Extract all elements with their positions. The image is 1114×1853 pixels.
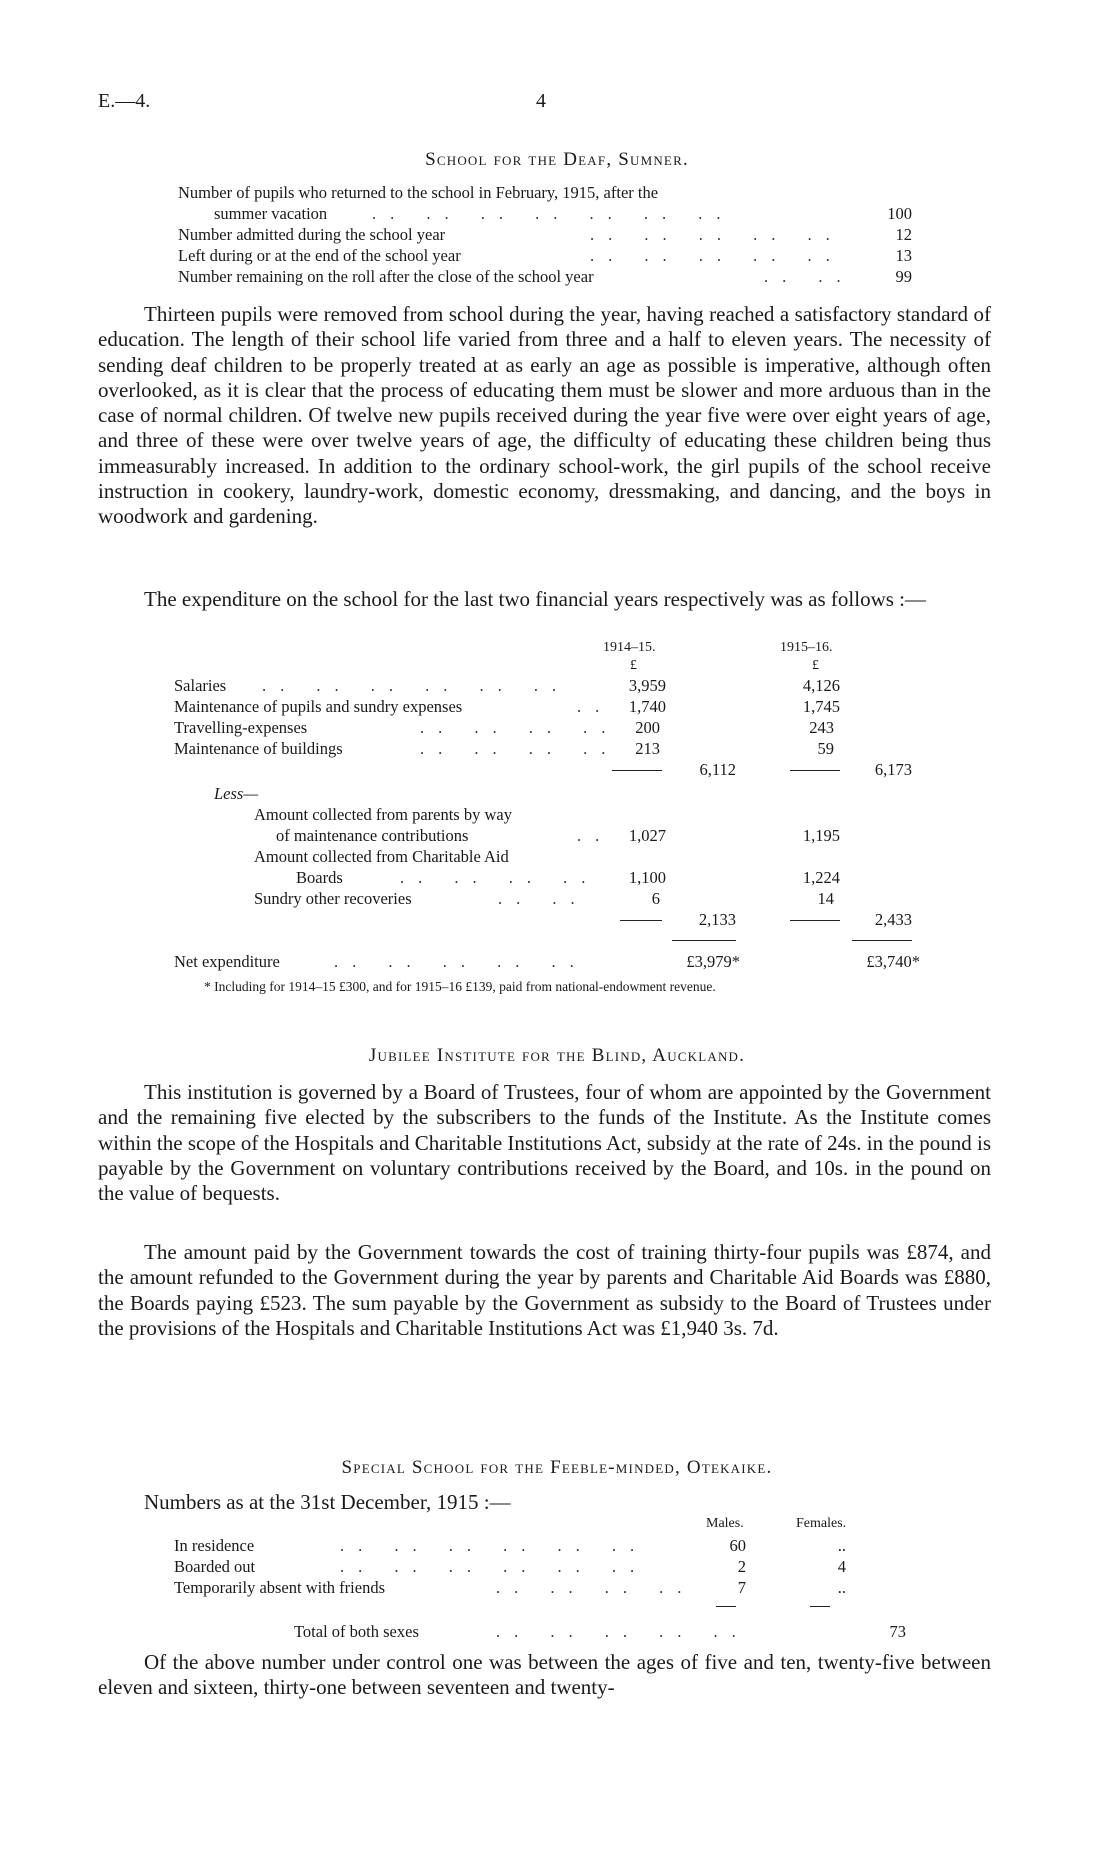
maintenance-1914: 1,740 [628, 697, 666, 716]
rule [672, 940, 736, 941]
rule [612, 770, 662, 771]
page-number: 4 [536, 90, 546, 112]
parents-1914: 1,027 [628, 826, 666, 845]
travelling-label: Travelling-expenses [174, 718, 308, 737]
boarded-out-males: 2 [737, 1557, 746, 1576]
leader-dots: .. .. .. .. [400, 868, 600, 887]
deaf-stat-1-label-line-1: Number of pupils who returned to the school in February, 1915, after the [178, 183, 659, 202]
in-residence-males: 60 [729, 1536, 746, 1555]
leader-dots: .. [577, 826, 614, 845]
net-expenditure-1915: £3,740* [866, 952, 920, 971]
sundry-1915: 14 [817, 889, 834, 908]
rule [716, 1606, 736, 1607]
report-reference: E.—4. [98, 90, 151, 112]
blind-paragraph-1 [98, 1080, 991, 1206]
blind-paragraph-2 [98, 1240, 991, 1341]
deaf-stat-1-label-line-2: summer vacation [214, 204, 328, 223]
leader-dots: .. .. .. .. [496, 1578, 696, 1597]
temporarily-absent-males: 7 [737, 1578, 746, 1597]
leader-dots: .. .. .. .. .. [334, 952, 588, 971]
buildings-label: Maintenance of buildings [174, 739, 343, 758]
deaf-paragraph-1-text: Thirteen pupils were removed from school during the year, having reached a satisfactory standard of education. The length of their school life varied from three and a half to eleven years. The necessity of sending deaf children to be properly treated at as early an age as possible is imperative, although often overlooked, as it is clear that the process of educating them must be slower and more arduous than in the case of normal children. Of twelve new pupils received during the year five were over eight years of age, and three of these were over twelve years of age, the difficulty of educating these children being thus immeasurably increased. In addition to the ordinary school-work, the girl pupils of the school receive instruction in cookery, laundry-work, domestic economy, dressmaking, and dancing, and the boys in woodwork and gardening. [98, 302, 991, 529]
less-heading: Less— [214, 784, 259, 803]
leader-dots: .. .. .. .. .. .. [340, 1557, 649, 1576]
leader-dots: .. .. .. .. [420, 739, 620, 758]
leader-dots: .. .. .. .. [420, 718, 620, 737]
salaries-label: Salaries [174, 676, 227, 695]
table-col-1914-header: 1914–15. [603, 640, 656, 655]
deaf-paragraph-1 [98, 302, 991, 530]
leader-dots: .. [577, 697, 614, 716]
rule [810, 1606, 830, 1607]
rule [790, 920, 840, 921]
feeble-paragraph [98, 1650, 991, 1701]
parents-1915: 1,195 [802, 826, 840, 845]
leader-dots: .. .. .. .. .. [590, 225, 844, 244]
net-expenditure-label: Net expenditure [174, 952, 280, 971]
deaf-stat-4-label: Number remaining on the roll after the close of the school year [178, 267, 594, 286]
salaries-1915: 4,126 [802, 676, 840, 695]
leader-dots: .. .. [498, 889, 589, 908]
rule [790, 770, 840, 771]
boards-label-line-2: Boards [296, 868, 343, 887]
blind-paragraph-2-text: The amount paid by the Government towards the cost of training thirty-four pupils was £874, and the amount refunded to the Government during the year by parents and Charitable Aid Boards was £880, the Boards paying £523. The sum payable by the Government as subsidy to the Board of Trustees under the provisions of the Hospitals and Charitable Institutions Act was £1,940 3s. 7d. [98, 1240, 991, 1340]
less-total-1914: 2,133 [698, 910, 736, 929]
temporarily-absent-label: Temporarily absent with friends [174, 1578, 385, 1597]
feeble-section-title: Special School for the Feeble-minded, Otekaike. [341, 1457, 773, 1478]
salaries-1914: 3,959 [628, 676, 666, 695]
leader-dots: .. .. .. .. .. .. [262, 676, 571, 695]
maintenance-1915: 1,745 [802, 697, 840, 716]
deaf-paragraph-2-text: The expenditure on the school for the last two financial years respectively was as follows :— [144, 587, 927, 611]
deaf-stat-4-value: 99 [895, 267, 912, 286]
col-females-header: Females. [796, 1516, 847, 1531]
maintenance-label: Maintenance of pupils and sundry expenses [174, 697, 463, 716]
travelling-1915: 243 [809, 718, 834, 737]
blind-paragraph-1-text: This institution is governed by a Board of Trustees, four of whom are appointed by the Government and the remaining five elected by the subscribers to the funds of the Institute. As the Institute comes within the scope of the Hospitals and Charitable Institutions Act, subsidy at the rate of 24s. in the pound is payable by the Government on voluntary contributions received by the Board, and 10s. in the pound on the value of bequests. [98, 1080, 991, 1206]
deaf-stat-2-label: Number admitted during the school year [178, 225, 446, 244]
total-both-sexes-label: Total of both sexes [294, 1622, 419, 1641]
leader-dots: .. .. .. .. .. .. [340, 1536, 649, 1555]
deaf-section-title: School for the Deaf, Sumner. [425, 149, 689, 170]
table-footnote: * Including for 1914–15 £300, and for 1915–16 £139, paid from national-endowment revenue. [204, 979, 716, 994]
feeble-paragraph-text: Of the above number under control one was between the ages of five and ten, twenty-five between eleven and sixteen, thirty-one between seventeen and twenty- [98, 1650, 991, 1700]
boards-1914: 1,100 [628, 868, 666, 887]
travelling-1914: 200 [635, 718, 660, 737]
deaf-paragraph-2 [98, 587, 991, 612]
deaf-stat-2-value: 12 [895, 225, 912, 244]
table-unit-1914: £ [630, 658, 637, 673]
boarded-out-females: 4 [837, 1557, 846, 1576]
rule [620, 920, 662, 921]
temporarily-absent-females: .. [837, 1578, 846, 1597]
boards-label-line-1: Amount collected from Charitable Aid [254, 847, 509, 866]
deaf-stat-3-label: Left during or at the end of the school year [178, 246, 461, 265]
parents-label-line-1: Amount collected from parents by way [254, 805, 512, 824]
leader-dots: .. .. .. .. .. [496, 1622, 750, 1641]
deaf-stat-3-value: 13 [895, 246, 912, 265]
parents-label-line-2: of maintenance contributions [276, 826, 469, 845]
sundry-1914: 6 [651, 889, 660, 908]
boarded-out-label: Boarded out [174, 1557, 256, 1576]
deaf-stat-1-value: 100 [887, 204, 912, 223]
in-residence-label: In residence [174, 1536, 255, 1555]
total-both-sexes-value: 73 [889, 1622, 906, 1641]
less-total-1915: 2,433 [874, 910, 912, 929]
leader-dots: .. .. .. .. .. .. .. [372, 204, 735, 223]
sundry-label: Sundry other recoveries [254, 889, 412, 908]
leader-dots: .. .. [764, 267, 855, 286]
blind-section-title: Jubilee Institute for the Blind, Auckland. [368, 1045, 746, 1066]
feeble-intro: Numbers as at the 31st December, 1915 :— [144, 1490, 511, 1514]
boards-1915: 1,224 [802, 868, 840, 887]
buildings-1915: 59 [817, 739, 834, 758]
subtotal-1915: 6,173 [874, 760, 912, 779]
leader-dots: .. .. .. .. .. [590, 246, 844, 265]
rule [852, 940, 912, 941]
table-unit-1915: £ [812, 658, 819, 673]
table-col-1915-header: 1915–16. [780, 640, 833, 655]
col-males-header: Males. [706, 1516, 744, 1531]
in-residence-females: .. [837, 1536, 846, 1555]
subtotal-1914: 6,112 [699, 760, 736, 779]
buildings-1914: 213 [635, 739, 660, 758]
net-expenditure-1914: £3,979* [686, 952, 740, 971]
